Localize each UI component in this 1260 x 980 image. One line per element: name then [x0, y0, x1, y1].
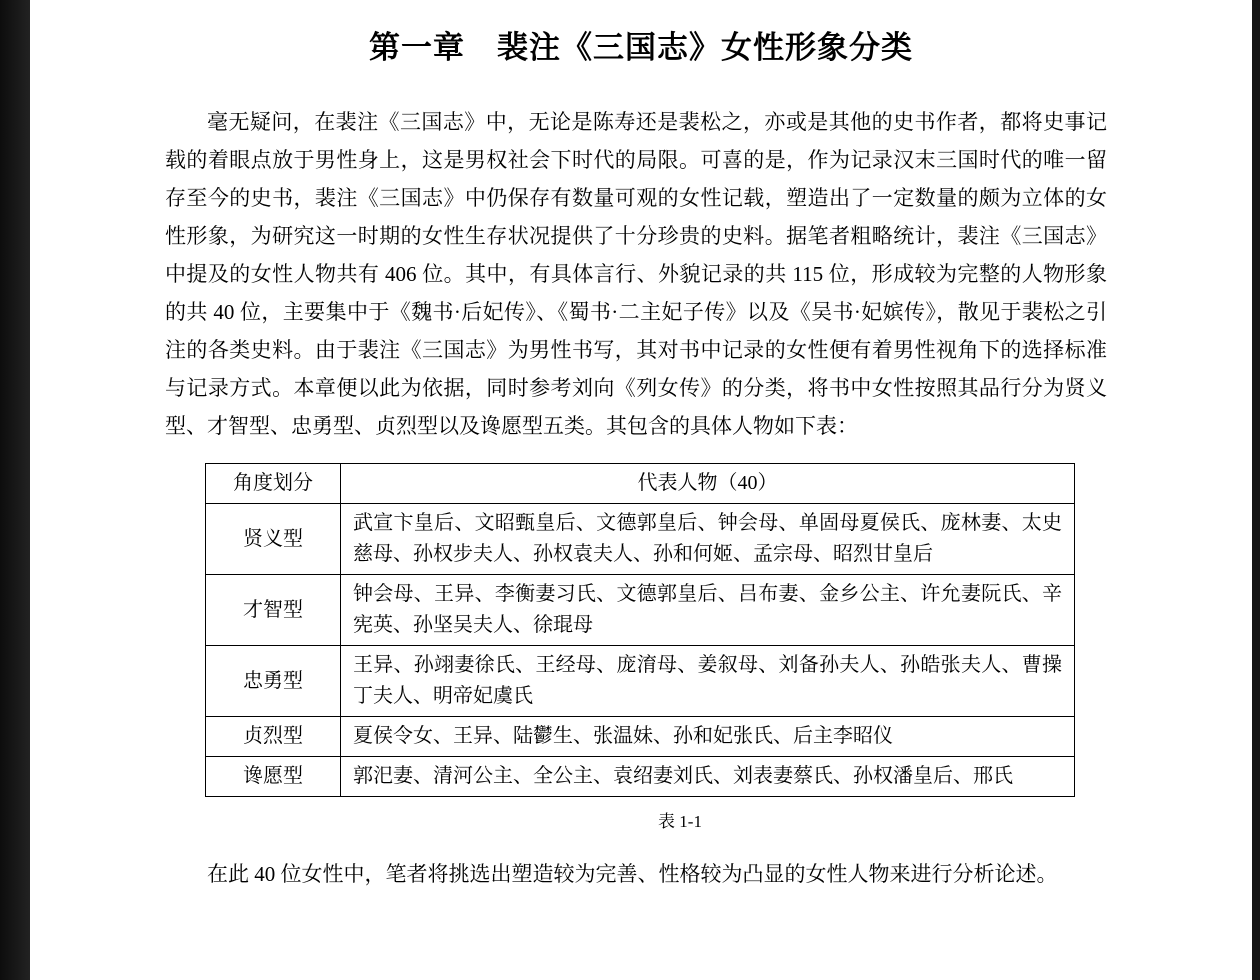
body-paragraph: 毫无疑问，在裴注《三国志》中，无论是陈寿还是裴松之，亦或是其他的史书作者，都将史事记载的着眼点放于男性身上，这是男权社会下时代的局限。可喜的是，作为记录汉末三国时代的唯一留存至今的史书，裴注《三国志》中仍保存有数量可观的女性记载，塑造出了一定数量的颇为立体的女性形象，为研究这一时期的女性生存状况提供了十分珍贵的史料。据笔者粗略统计，裴注《三国志》中提及的女性人物共有 406 位。其中，有具体言行、外貌记录的共 115 位，形成较为完整的人物形象的共 40 位，主要集中于《魏书·后妃传》、《蜀书·二主妃子传》以及《吴书·妃嫔传》，散见于裴松之引注的各类史料。由于裴注《三国志》为男性书写，其对书中记录的女性便有着男性视角下的选择标准与记录方式。本章便以此为依据，同时参考刘向《列女传》的分类，将书中女性按照其品行分为贤义型、才智型、忠勇型、贞烈型以及谗愿型五类。其包含的具体人物如下表： — [165, 110, 1107, 438]
document-body — [165, 103, 1107, 893]
persons-cell: 武宣卞皇后、文昭甄皇后、文德郭皇后、钟会母、单固母夏侯氏、庞林妻、太史慈母、孙权步夫人、孙权袁夫人、孙和何姬、孟宗母、昭烈甘皇后 — [341, 504, 1075, 575]
persons-cell: 王异、孙翊妻徐氏、王经母、庞淯母、姜叙母、刘备孙夫人、孙皓张夫人、曹操丁夫人、明帝妃虞氏 — [341, 646, 1075, 717]
closing-paragraph: 在此 40 位女性中，笔者将挑选出塑造较为完善、性格较为凸显的女性人物来进行分析论述。 — [207, 862, 1058, 886]
table-row — [206, 757, 1075, 797]
persons-cell: 钟会母、王异、李衡妻习氏、文德郭皇后、吕布妻、金乡公主、许允妻阮氏、辛宪英、孙坚吴夫人、徐琨母 — [341, 575, 1075, 646]
persons-cell: 夏侯令女、王异、陆鬱生、张温妹、孙和妃张氏、后主李昭仪 — [341, 717, 1075, 757]
category-cell: 贞烈型 — [206, 717, 341, 757]
table-caption: 表 1-1 — [658, 812, 702, 831]
document-page — [30, 0, 1252, 980]
category-cell: 谗愿型 — [206, 757, 341, 797]
table-header-row — [206, 464, 1075, 504]
page-edge-right — [1252, 0, 1260, 980]
classification-table-wrap — [205, 463, 1107, 841]
table-row — [206, 646, 1075, 717]
category-cell: 贤义型 — [206, 504, 341, 575]
table-row — [206, 504, 1075, 575]
classification-table — [205, 463, 1075, 797]
table-header-persons: 代表人物（40） — [341, 464, 1075, 504]
page-title: 第一章 裴注《三国志》女性形象分类 — [369, 30, 913, 65]
table-header-category: 角度划分 — [206, 464, 341, 504]
table-row — [206, 575, 1075, 646]
category-cell: 才智型 — [206, 575, 341, 646]
page-edge-left — [0, 0, 30, 980]
table-row — [206, 717, 1075, 757]
category-cell: 忠勇型 — [206, 646, 341, 717]
persons-cell: 郭汜妻、清河公主、全公主、袁绍妻刘氏、刘表妻蔡氏、孙权潘皇后、邢氏 — [341, 757, 1075, 797]
